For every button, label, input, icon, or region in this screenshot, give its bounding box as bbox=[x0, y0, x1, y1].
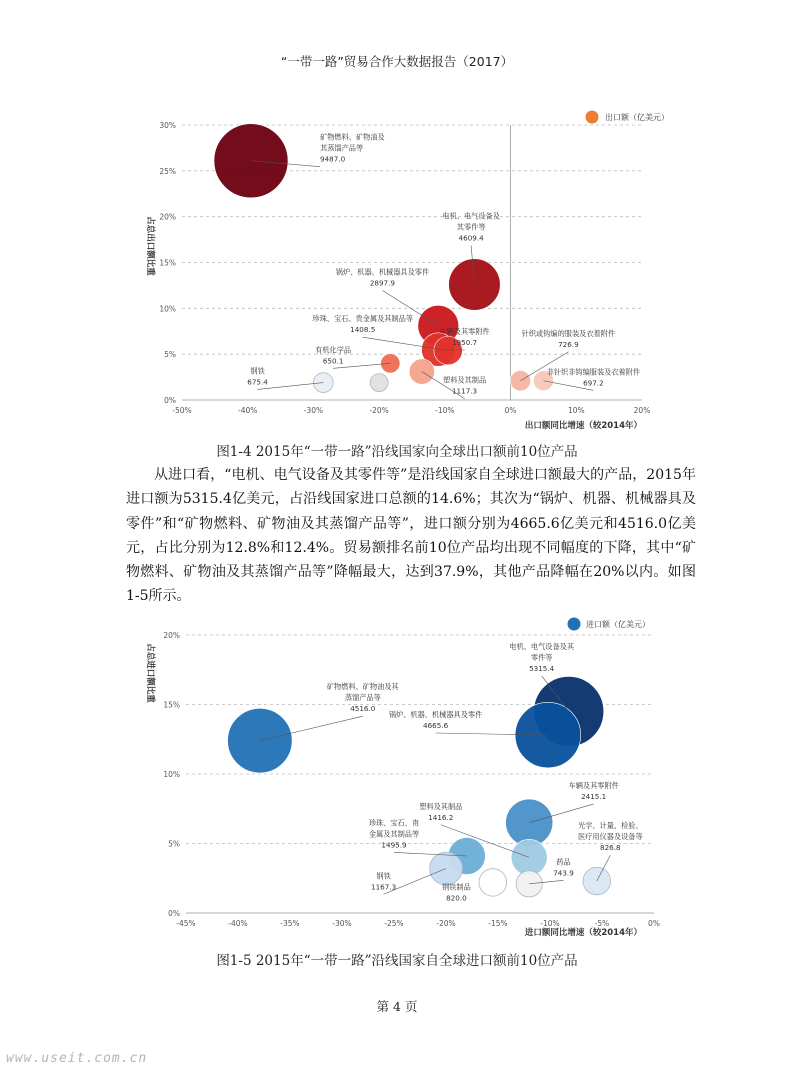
bubble bbox=[516, 871, 542, 897]
bubble-value-label: 743.9 bbox=[553, 868, 574, 878]
x-tick-label: -20% bbox=[436, 919, 456, 928]
legend-marker bbox=[568, 618, 581, 631]
x-tick-label: -25% bbox=[384, 919, 404, 928]
bubble-value-label: 1416.2 bbox=[428, 812, 454, 822]
y-tick-label: 15% bbox=[159, 258, 176, 268]
bubble-value-label: 675.4 bbox=[247, 377, 268, 387]
import-bubble-chart-svg bbox=[0, 613, 794, 943]
bubble-label: 零件等 bbox=[530, 652, 553, 662]
bubble-label: 光学、计量、检验、 bbox=[577, 821, 643, 831]
y-tick-label: 10% bbox=[159, 304, 176, 314]
legend-label: 进口额（亿美元） bbox=[586, 620, 650, 629]
bubble-label: 锅炉、机器、机械器具及零件 bbox=[388, 710, 483, 720]
x-tick-label: 10% bbox=[567, 406, 585, 415]
bubble-label: 医疗用仪器及设备等 bbox=[577, 832, 643, 842]
running-header: “一带一路”贸易合作大数据报告（2017） bbox=[280, 54, 514, 69]
bubble bbox=[511, 839, 547, 875]
bubble-value-label: 1408.5 bbox=[350, 325, 376, 335]
bubble-label: 电机、电气设备及 bbox=[442, 211, 500, 221]
legend-marker bbox=[586, 111, 599, 124]
bubble-label: 非针织非钩编服装及衣着附件 bbox=[546, 367, 641, 377]
bubble-label: 矿物燃料、矿物油及其 bbox=[326, 682, 399, 692]
x-axis-title: 进口额同比增速（较2014年） bbox=[524, 928, 642, 938]
export-bubble-chart bbox=[0, 108, 794, 436]
bubble bbox=[228, 708, 293, 773]
y-tick-label: 15% bbox=[163, 700, 180, 710]
x-tick-label: 20% bbox=[633, 406, 651, 415]
x-tick-label: -30% bbox=[303, 406, 324, 415]
bubble-value-label: 4516.0 bbox=[350, 704, 376, 714]
bubble-label: 珍珠、宝石、贵 bbox=[368, 818, 420, 828]
bubble-label: 钢铁 bbox=[376, 871, 391, 881]
bubble-label: 其蒸馏产品等 bbox=[320, 143, 364, 153]
x-tick-label: -40% bbox=[238, 406, 258, 415]
bubble-value-label: 9487.0 bbox=[320, 154, 346, 164]
y-tick-label: 5% bbox=[168, 839, 180, 849]
bubble-label: 金属及其制品等 bbox=[368, 829, 420, 839]
export-bubble-chart-svg bbox=[0, 108, 794, 436]
y-tick-label: 30% bbox=[159, 121, 176, 130]
x-tick-label: 0% bbox=[648, 919, 660, 928]
y-tick-label: 10% bbox=[163, 770, 180, 779]
y-tick-label: 25% bbox=[159, 166, 176, 176]
bubble-label: 针织或钩编的服装及衣着附件 bbox=[521, 328, 616, 338]
y-axis-title: 占总进口额比重 bbox=[145, 643, 155, 703]
legend-label: 出口额（亿美元） bbox=[605, 113, 669, 122]
bubble-value-label: 1117.3 bbox=[451, 386, 478, 396]
y-tick-label: 0% bbox=[168, 909, 180, 918]
x-tick-label: -20% bbox=[369, 406, 389, 415]
bubble-label: 有机化学品 bbox=[315, 345, 352, 355]
x-tick-label: -45% bbox=[176, 919, 196, 928]
y-tick-label: 0% bbox=[164, 396, 176, 405]
bubble-value-label: 4665.6 bbox=[423, 721, 449, 731]
bubble-label: 车辆及其零附件 bbox=[568, 780, 619, 790]
import-bubble-chart bbox=[0, 613, 794, 943]
bubble-label: 电机、电气设备及其 bbox=[509, 641, 575, 651]
bubble-label: 锅炉、机器、机械器具及零件 bbox=[335, 267, 430, 277]
bubble-value-label: 820.0 bbox=[446, 893, 467, 903]
watermark-text: www.useit.com.cn bbox=[6, 1051, 148, 1066]
bubble bbox=[381, 354, 400, 373]
x-tick-label: -15% bbox=[488, 919, 508, 928]
y-tick-label: 20% bbox=[163, 631, 180, 640]
x-tick-label: -50% bbox=[172, 406, 192, 415]
figure-caption-1-4: 图1-4 2015年“一带一路”沿线国家向全球出口额前10位产品 bbox=[216, 444, 578, 460]
bubble-label: 车辆及其零附件 bbox=[439, 327, 490, 336]
bubble-label: 蒸馏产品等 bbox=[344, 693, 381, 703]
paragraph-text: 从进口看，“电机、电气设备及其零件等”是沿线国家自全球进口额最大的产品，2015年进口额为5315.4亿美元，占沿线国家进口总额的14.6%；其次为“锅炉、机器、机械器具及零件”和“矿物燃料、矿物油及其蒸馏产品等”，进口额分别为4665.6亿美元和4516.0亿美元，占比分别为12.8%和12.4%。贸易额排名前10位产品均出现不同幅度的下降，其中“矿物燃料、矿物油及其蒸馏产品等”降幅最大，达到37.9%，其他产品降幅在20%以内。如图1-5所示。 bbox=[126, 467, 696, 605]
bubble-value-label: 726.9 bbox=[558, 339, 579, 349]
y-axis-title: 占总出口额比重 bbox=[145, 216, 155, 276]
bubble bbox=[370, 374, 388, 392]
x-tick-label: -10% bbox=[435, 406, 455, 415]
bubble-label: 珍珠、宝石、贵金属及其制品等 bbox=[312, 314, 414, 324]
x-tick-label: -35% bbox=[280, 919, 300, 928]
body-paragraph bbox=[126, 463, 696, 609]
bubble bbox=[479, 869, 506, 896]
x-tick-label: -10% bbox=[540, 919, 560, 928]
bubble-label: 矿物燃料、矿物油及 bbox=[320, 132, 385, 142]
bubble-value-label: 697.2 bbox=[583, 378, 604, 388]
page-number: 第 4 页 bbox=[376, 999, 418, 1014]
bubble-value-label: 1950.7 bbox=[451, 338, 478, 347]
y-tick-label: 5% bbox=[164, 350, 176, 360]
bubble-label: 钢铁 bbox=[250, 366, 265, 376]
x-tick-label: -30% bbox=[332, 919, 352, 928]
bubble-label: 药品 bbox=[556, 857, 571, 867]
bubble-label: 其零件等 bbox=[456, 222, 486, 232]
bubble-value-label: 2897.9 bbox=[369, 278, 396, 288]
bubble-value-label: 826.8 bbox=[600, 843, 621, 853]
bubble-value-label: 5315.4 bbox=[529, 663, 555, 673]
x-tick-label: -40% bbox=[228, 919, 248, 928]
y-tick-label: 20% bbox=[159, 212, 176, 222]
bubble-value-label: 4609.4 bbox=[458, 233, 484, 243]
x-axis-title: 出口额同比增速（较2014年） bbox=[524, 421, 642, 431]
bubble-label: 钢铁制品 bbox=[442, 882, 471, 892]
bubble-value-label: 2415.1 bbox=[581, 791, 607, 801]
bubble-value-label: 1495.9 bbox=[381, 840, 407, 850]
bubble-value-label: 1167.3 bbox=[371, 882, 397, 892]
bubble-label: 塑料及其制品 bbox=[419, 801, 463, 811]
x-tick-label: 0% bbox=[504, 406, 517, 415]
bubble-label: 塑料及其制品 bbox=[443, 375, 487, 385]
x-tick-label: -5% bbox=[594, 919, 610, 928]
bubble-value-label: 650.1 bbox=[322, 356, 344, 366]
figure-caption-1-5: 图1-5 2015年“一带一路”沿线国家自全球进口额前10位产品 bbox=[216, 953, 578, 969]
